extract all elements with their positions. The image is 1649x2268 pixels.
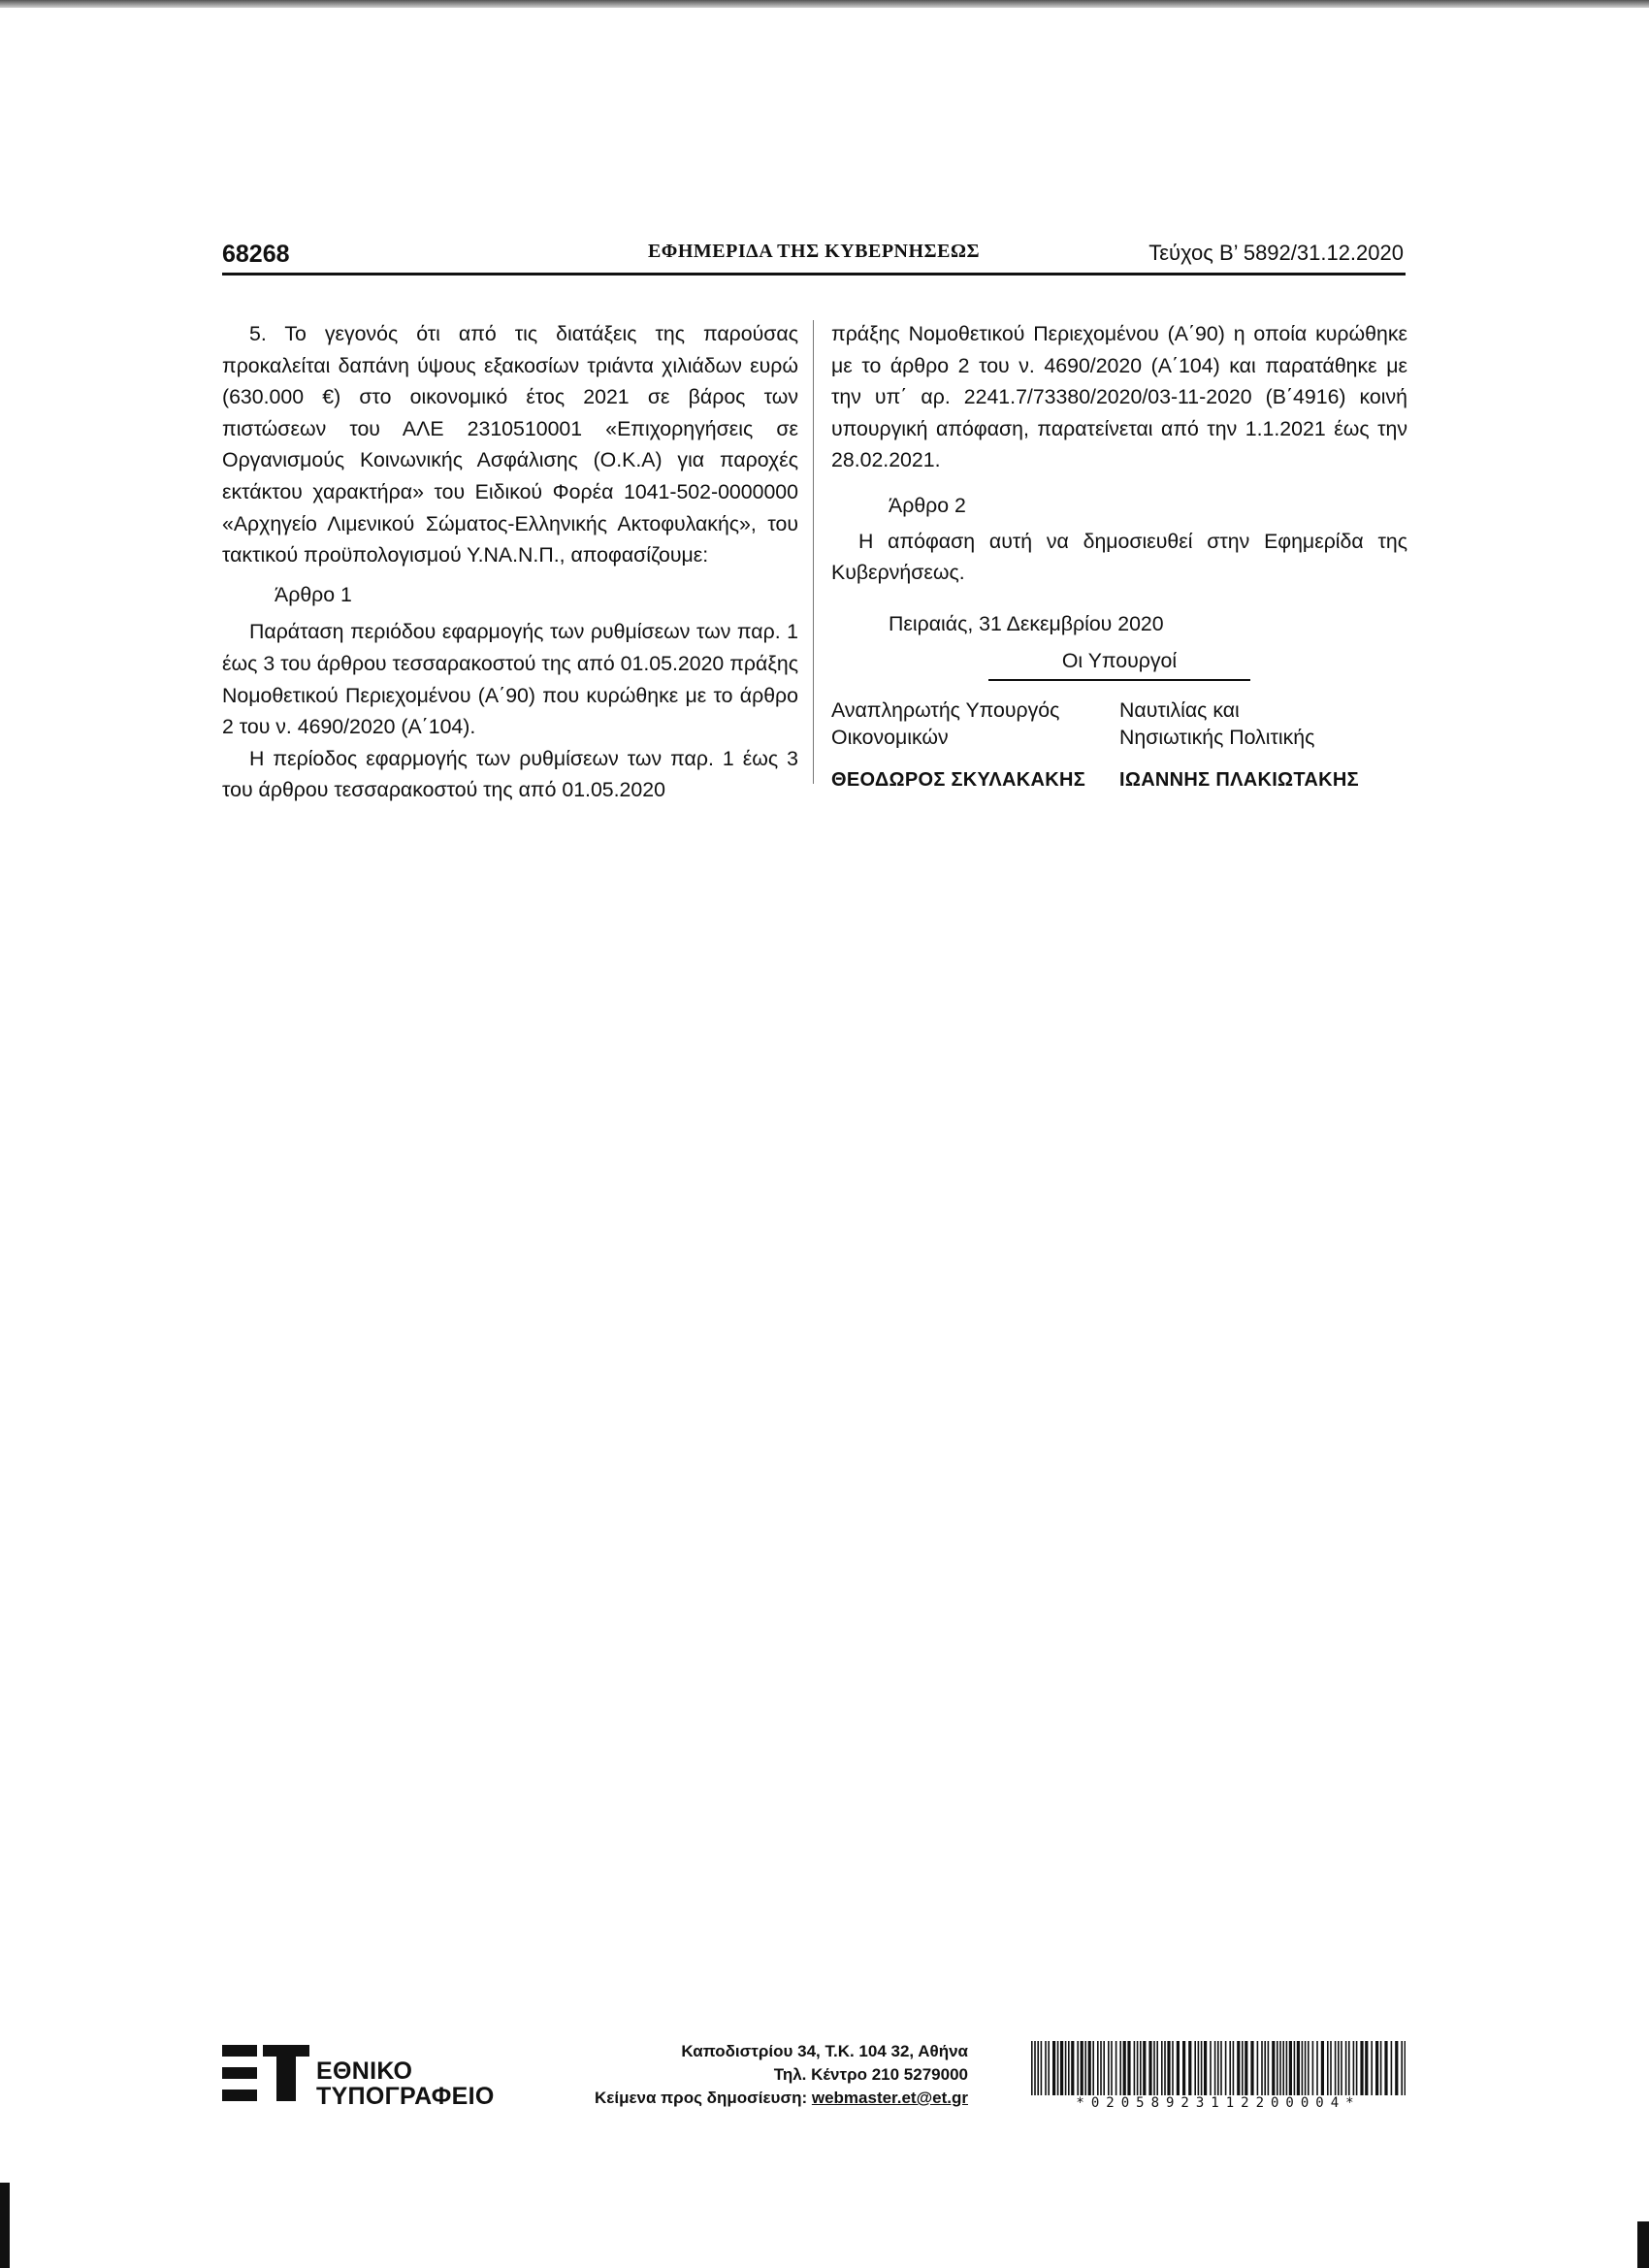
right-column [831,318,1407,681]
barcode-bar [1103,2041,1105,2095]
barcode-bar [1057,2041,1059,2095]
submission-email-link[interactable]: webmaster.et@et.gr [811,2089,968,2107]
barcode-bar [1140,2041,1142,2095]
barcode-bar [1065,2041,1067,2095]
barcode-bar [1316,2041,1318,2095]
barcode-bar [1277,2041,1278,2095]
minister-shipping [1119,697,1407,796]
article-1-paragraph-2: Η περίοδος εφαρμογής των ρυθμίσεων των παρ. 1 έως 3 του άρθρου τεσσαρακοστού της από 01.05.2020 [222,746,798,802]
minister-title: Αναπληρωτής Υπουργός [831,698,1060,722]
barcode-bar [1297,2041,1300,2095]
page-header [222,237,1406,275]
barcode-bar [1225,2041,1227,2095]
barcode-bar [1353,2041,1355,2095]
paragraph-5: 5. Το γεγονός ότι από τις διατάξεις της παρούσας προκαλείται δαπάνη ύψους εξακοσίων τριάντα χιλιάδων ευρώ (630.000 €) στο οικονομικό έτος 2021 σε βάρος των πιστώσεων του ΑΛΕ 2310510001 «Επιχορηγήσεις σε Οργανισμούς Κοινωνικής Ασφάλισης (Ο.Κ.Α) για παροχές εκτάκτου χαρακτήρα» του Ειδικού Φορέα 1041-502-0000000 «Αρχηγείο Λιμενικού Σώματος-Ελληνικής Ακτοφυλακής», του τακτικού προϋπολογισμού Υ.ΝΑ.Ν.Π., αποφασίζουμε: [222,322,798,567]
barcode-bar [1312,2041,1314,2095]
article-2-heading: Άρθρο 2 [889,493,966,517]
barcode-bar [1217,2041,1219,2095]
contact-submission [543,2087,968,2110]
barcode-bar [1365,2041,1368,2095]
barcode-bar [1401,2041,1403,2095]
barcode-bar [1119,2041,1121,2095]
barcode-bar [1237,2041,1240,2095]
barcode-bar [1391,2041,1393,2095]
ministers-label: Οι Υπουργοί [1061,649,1178,673]
barcode-bar [1167,2041,1170,2095]
barcode-bar [1345,2041,1347,2095]
barcode-bar [1229,2041,1231,2095]
barcode [1031,2041,1406,2095]
barcode-bar [1330,2041,1332,2095]
barcode-bar [1250,2041,1253,2095]
ministers-signatures [831,697,1407,796]
left-column [222,318,798,806]
barcode-bar [1327,2041,1329,2095]
barcode-bar [1111,2041,1113,2095]
barcode-bar [1302,2041,1304,2095]
article-1-paragraph-1: Παράταση περιόδου εφαρμογής των ρυθμίσεων των παρ. 1 έως 3 του άρθρου τεσσαρακοστού της από 01.05.2020 πράξης Νομοθετικού Περιεχομένου (Α΄90) που κυρώθηκε με το άρθρο 2 του ν. 4690/2020 (Α΄104). [222,620,798,739]
barcode-bar [1060,2041,1063,2095]
barcode-bar [1380,2041,1382,2095]
barcode-bar [1220,2041,1222,2095]
barcode-bar [1289,2041,1292,2095]
barcode-bar [1164,2041,1166,2095]
barcode-bar [1143,2041,1146,2095]
barcode-digits: *02058923112200004* [1076,2095,1361,2111]
barcode-bar [1041,2041,1043,2095]
barcode-bar [1272,2041,1275,2095]
barcode-bar [1156,2041,1158,2095]
ministers-label-block [988,645,1250,681]
barcode-bar [1153,2041,1155,2095]
gazette-name: ΕΦΗΜΕΡΙΔΑ ΤΗΣ ΚΥΒΕΡΝΗΣΕΩΣ [647,241,981,262]
barcode-bar [1172,2041,1174,2095]
barcode-bar [1264,2041,1266,2095]
barcode-bar [1194,2041,1196,2095]
column-divider [813,320,814,784]
barcode-bar [1182,2041,1185,2095]
barcode-bar [1092,2041,1094,2095]
contact-address: Καποδιστρίου 34, Τ.Κ. 104 32, Αθήνα [681,2042,968,2060]
barcode-bar [1123,2041,1126,2095]
barcode-bar [1100,2041,1102,2095]
barcode-bar [1348,2041,1350,2095]
barcode-bar [1081,2041,1083,2095]
barcode-bar [1356,2041,1358,2095]
barcode-bar [1282,2041,1284,2095]
barcode-bar [1360,2041,1363,2095]
barcode-bar [1338,2041,1340,2095]
barcode-bar [1034,2041,1036,2095]
minister-name: ΘΕΟΔΩΡΟΣ ΣΚΥΛΑΚΑΚΗΣ [831,769,1086,791]
minister-finance [831,697,1119,796]
barcode-bar [1045,2041,1047,2095]
barcode-bar [1305,2041,1307,2095]
header-rule [222,273,1406,275]
barcode-bar [1395,2041,1398,2095]
article-1-heading: Άρθρο 1 [275,582,352,606]
place-date: Πειραιάς, 31 Δεκεμβρίου 2020 [889,611,1164,635]
barcode-bar [1097,2041,1099,2095]
scan-edge-left [0,2183,10,2268]
barcode-bar [1279,2041,1281,2095]
barcode-bar [1321,2041,1324,2095]
et-name [316,2058,495,2109]
barcode-bar [1371,2041,1373,2095]
barcode-bar [1286,2041,1288,2095]
minister-title: Οικονομικών [831,726,949,749]
barcode-bar [1116,2041,1117,2095]
barcode-bar [1210,2041,1212,2095]
barcode-bar [1201,2041,1203,2095]
barcode-bar [1127,2041,1130,2095]
et-logo-icon [222,2045,309,2101]
barcode-bar [1088,2041,1091,2095]
submission-prefix: Κείμενα προς δημοσίευση: [595,2089,808,2107]
barcode-bar [1245,2041,1247,2095]
minister-name: ΙΩΑΝΝΗΣ ΠΛΑΚΙΩΤΑΚΗΣ [1119,769,1359,791]
barcode-bar [1405,2041,1406,2095]
et-name-line2: ΤΥΠΟΓΡΑΦΕΙΟ [316,2083,495,2110]
barcode-bar [1068,2041,1070,2095]
barcode-bar [1204,2041,1207,2095]
contact-block [543,2040,968,2110]
barcode-bar [1048,2041,1050,2095]
barcode-bar [1268,2041,1270,2095]
barcode-bar [1177,2041,1180,2095]
barcode-bar [1188,2041,1191,2095]
ministers-rule [988,679,1250,681]
barcode-bar [1341,2041,1342,2095]
barcode-bar [1242,2041,1244,2095]
barcode-bar [1233,2041,1235,2095]
barcode-bar [1261,2041,1263,2095]
scan-edge-top [0,0,1649,8]
barcode-bar [1037,2041,1039,2095]
barcode-bar [1214,2041,1216,2095]
barcode-bar [1335,2041,1337,2095]
barcode-bar [1031,2041,1033,2095]
barcode-bar [1052,2041,1055,2095]
barcode-bar [1257,2041,1259,2095]
continuation-paragraph: πράξης Νομοθετικού Περιεχομένου (Α΄90) η οποία κυρώθηκε με το άρθρο 2 του ν. 4690/2020 (Α΄104) και παρατάθηκε με την υπ΄ αρ. 2241.7/73380/2020/03-11-2020 (Β΄4916) κοινή υπουργική απόφαση, παρατείνεται από την 1.1.2021 έως την 28.02.2021. [831,322,1407,472]
et-name-line1: ΕΘΝΙΚΟ [316,2057,413,2085]
barcode-bar [1134,2041,1136,2095]
scan-edge-right [1637,2221,1649,2268]
barcode-bar [1161,2041,1163,2095]
barcode-bar [1108,2041,1110,2095]
minister-title: Νησιωτικής Πολιτικής [1119,726,1315,749]
barcode-bar [1084,2041,1086,2095]
issue-reference: Τεύχος Β’ 5892/31.12.2020 [1148,241,1404,265]
barcode-bar [1148,2041,1151,2095]
barcode-bar [1294,2041,1296,2095]
page-number: 68268 [222,241,290,268]
barcode-bar [1375,2041,1378,2095]
barcode-bar [1384,2041,1387,2095]
barcode-bar [1137,2041,1139,2095]
minister-title: Ναυτιλίας και [1119,698,1240,722]
article-2-paragraph: Η απόφαση αυτή να δημοσιευθεί στην Εφημερίδα της Κυβερνήσεως. [831,529,1407,585]
barcode-bar [1077,2041,1079,2095]
barcode-bar [1308,2041,1310,2095]
barcode-bar [1071,2041,1074,2095]
contact-phone: Τηλ. Κέντρο 210 5279000 [773,2065,968,2084]
barcode-bar [1198,2041,1200,2095]
